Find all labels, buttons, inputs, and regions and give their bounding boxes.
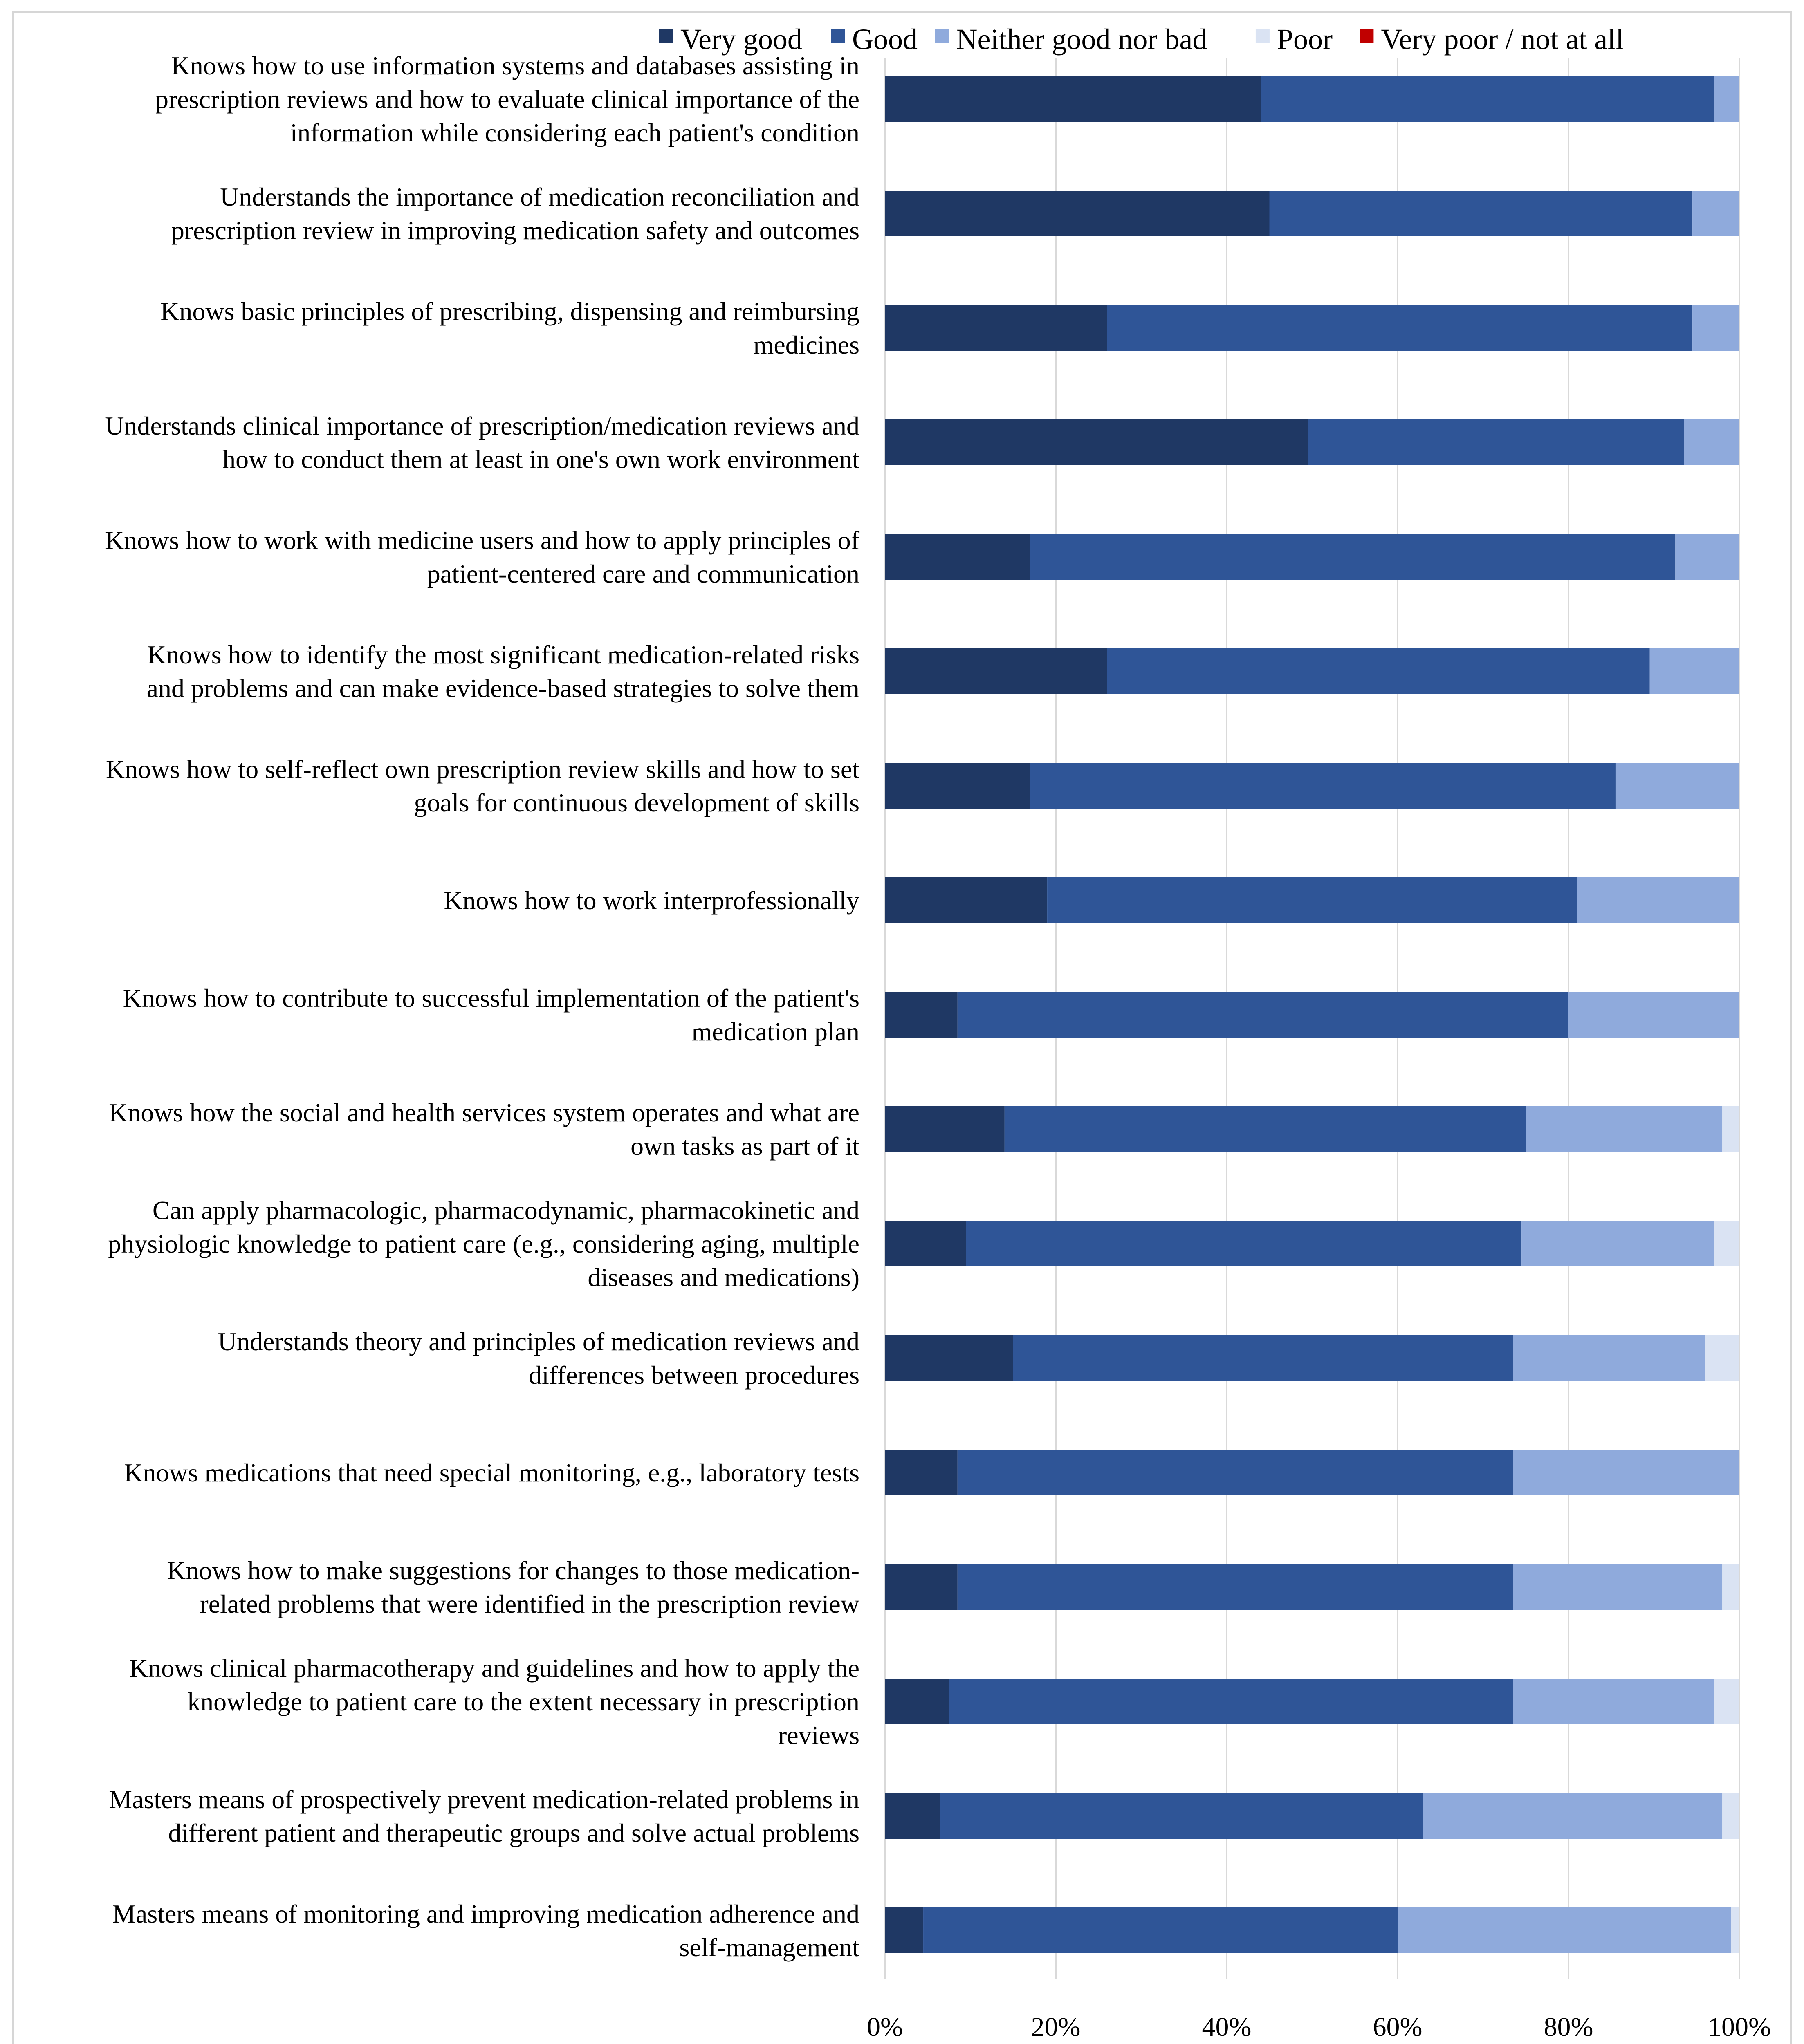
category-label-line: physiologic knowledge to patient care (e.g., considering aging, multiple — [108, 1229, 859, 1258]
category-label-line: diseases and medications) — [588, 1263, 859, 1292]
category-label-line: Knows medications that need special monitoring, e.g., laboratory tests — [124, 1458, 859, 1487]
legend-swatch-very-poor-not-at-all — [1360, 29, 1373, 43]
bar-segment-neither-good-nor-bad — [1684, 419, 1739, 465]
bar-segment-neither-good-nor-bad — [1513, 1335, 1705, 1381]
category-label-line: Knows how to make suggestions for changes to those medication- — [167, 1556, 859, 1585]
legend-label-neither-good-nor-bad: Neither good nor bad — [956, 23, 1207, 56]
legend-label-good: Good — [852, 23, 918, 56]
category-label-line: Knows how to work with medicine users and how to apply principles of — [105, 526, 859, 555]
x-tick-label: 40% — [1202, 2012, 1252, 2042]
bar-segment-very-good — [885, 419, 1308, 465]
bar-segment-very-good — [885, 992, 958, 1038]
bar-segment-neither-good-nor-bad — [1423, 1793, 1723, 1839]
bar-segment-good — [1261, 76, 1714, 122]
bar-segment-neither-good-nor-bad — [1398, 1907, 1731, 1953]
x-tick-labels — [867, 2012, 1771, 2042]
category-label-line: Knows how to contribute to successful implementation of the patient's — [123, 984, 859, 1013]
category-label-line: Knows clinical pharmacotherapy and guidelines and how to apply the — [129, 1654, 859, 1683]
category-label — [167, 1556, 859, 1618]
category-label-line: differences between procedures — [528, 1360, 859, 1390]
bar-segment-good — [1107, 648, 1649, 694]
bars — [885, 76, 1739, 1953]
bar-segment-very-good — [885, 1221, 966, 1266]
bar-segment-very-good — [885, 534, 1030, 580]
x-tick-label: 100% — [1708, 2012, 1771, 2042]
bar-segment-neither-good-nor-bad — [1513, 1679, 1714, 1724]
bar-segment-poor — [1731, 1907, 1739, 1953]
x-tick-label: 80% — [1544, 2012, 1593, 2042]
category-label-line: Knows how to use information systems and databases assisting in — [171, 51, 859, 80]
category-label — [124, 1458, 859, 1487]
category-label — [112, 1899, 859, 1962]
bar-segment-very-good — [885, 1679, 949, 1724]
legend — [659, 23, 1624, 56]
category-label-line: and problems and can make evidence-based strategies to solve them — [146, 674, 859, 703]
bar-segment-very-good — [885, 877, 1047, 923]
bar-segment-very-good — [885, 305, 1107, 351]
bar-segment-very-good — [885, 1793, 940, 1839]
bar-segment-poor — [1705, 1335, 1739, 1381]
stacked-bar-chart — [14, 13, 1793, 2044]
bar-segment-neither-good-nor-bad — [1568, 992, 1739, 1038]
bar-segment-good — [1308, 419, 1684, 465]
category-label — [171, 182, 859, 245]
bar-segment-good — [1030, 534, 1675, 580]
category-label-line: prescription reviews and how to evaluate clinical importance of the — [155, 85, 859, 114]
category-label-line: own tasks as part of it — [631, 1132, 859, 1161]
legend-label-very-poor-not-at-all: Very poor / not at all — [1381, 23, 1624, 56]
category-label — [105, 526, 860, 588]
category-label-line: related problems that were identified in the prescription review — [200, 1589, 859, 1618]
category-label-line: Masters means of prospectively prevent medication-related problems in — [109, 1785, 859, 1814]
category-label-line: Knows how the social and health services system operates and what are — [109, 1098, 859, 1127]
category-label-line: Knows how to work interprofessionally — [444, 886, 859, 915]
bar-segment-good — [1030, 763, 1616, 809]
legend-label-very-good: Very good — [680, 23, 802, 56]
bar-segment-very-good — [885, 648, 1107, 694]
category-label-line: goals for continuous development of skills — [414, 788, 859, 817]
bar-segment-neither-good-nor-bad — [1714, 76, 1739, 122]
bar-segment-good — [1107, 305, 1692, 351]
x-tick-label: 60% — [1373, 2012, 1423, 2042]
bar-segment-poor — [1714, 1221, 1739, 1266]
bar-segment-poor — [1714, 1679, 1739, 1724]
category-label — [218, 1327, 859, 1390]
category-label-line: medicines — [753, 330, 859, 359]
category-label-line: different patient and therapeutic groups and solve actual problems — [168, 1818, 859, 1847]
bar-segment-very-good — [885, 76, 1261, 122]
legend-swatch-good — [831, 29, 845, 43]
bar-segment-very-good — [885, 1907, 923, 1953]
category-label-line: patient-centered care and communication — [427, 559, 859, 588]
legend-swatch-neither-good-nor-bad — [935, 29, 949, 43]
category-label-line: reviews — [778, 1721, 859, 1750]
category-label — [444, 886, 859, 915]
category-label-line: Understands the importance of medication reconciliation and — [220, 182, 859, 211]
bar-segment-good — [958, 992, 1568, 1038]
bar-segment-neither-good-nor-bad — [1692, 305, 1739, 351]
bar-segment-neither-good-nor-bad — [1521, 1221, 1714, 1266]
bar-segment-good — [958, 1564, 1513, 1610]
bar-segment-very-good — [885, 1564, 958, 1610]
x-tick-label: 20% — [1031, 2012, 1081, 2042]
category-label-line: Can apply pharmacologic, pharmacodynamic, pharmacokinetic and — [152, 1196, 859, 1225]
category-label-line: knowledge to patient care to the extent necessary in prescription — [187, 1687, 859, 1716]
bar-segment-good — [1005, 1106, 1526, 1152]
bar-segment-neither-good-nor-bad — [1650, 648, 1739, 694]
bar-segment-neither-good-nor-bad — [1577, 877, 1739, 923]
bar-segment-very-good — [885, 1335, 1013, 1381]
bar-segment-poor — [1722, 1106, 1739, 1152]
category-label-line: information while considering each patient's condition — [290, 118, 859, 147]
bar-segment-very-good — [885, 763, 1030, 809]
category-label — [108, 1196, 859, 1292]
category-label-line: medication plan — [691, 1017, 859, 1046]
category-label-line: Knows how to self-reflect own prescription review skills and how to set — [105, 755, 859, 784]
x-tick-label: 0% — [867, 2012, 903, 2042]
category-label-line: how to conduct them at least in one's own work environment — [222, 445, 859, 474]
bar-segment-good — [923, 1907, 1398, 1953]
bar-segment-neither-good-nor-bad — [1692, 191, 1739, 236]
legend-swatch-very-good — [659, 29, 673, 43]
bar-segment-good — [949, 1679, 1513, 1724]
category-label — [160, 297, 859, 359]
category-label — [155, 51, 859, 147]
bar-segment-good — [966, 1221, 1522, 1266]
category-labels — [105, 51, 860, 1962]
category-label — [106, 755, 859, 817]
category-label-line: Understands theory and principles of medication reviews and — [218, 1327, 859, 1356]
bar-segment-poor — [1722, 1564, 1739, 1610]
bar-segment-neither-good-nor-bad — [1675, 534, 1739, 580]
category-label-line: Knows how to identify the most significant medication-related risks — [147, 640, 859, 669]
category-label — [129, 1654, 859, 1750]
category-label — [105, 411, 859, 474]
category-label — [109, 1098, 859, 1161]
bar-segment-good — [958, 1450, 1513, 1495]
category-label-line: prescription review in improving medication safety and outcomes — [171, 216, 859, 245]
bar-segment-good — [1013, 1335, 1513, 1381]
category-label-line: Understands clinical importance of prescription/medication reviews and — [105, 411, 859, 440]
category-label-line: self-management — [679, 1933, 859, 1962]
category-label — [123, 984, 859, 1046]
bar-segment-neither-good-nor-bad — [1526, 1106, 1723, 1152]
legend-swatch-poor — [1256, 29, 1270, 43]
category-label-line: Masters means of monitoring and improving medication adherence and — [112, 1899, 859, 1928]
bar-segment-neither-good-nor-bad — [1513, 1450, 1739, 1495]
bar-segment-good — [1270, 191, 1693, 236]
bar-segment-good — [1047, 877, 1577, 923]
category-label-line: Knows basic principles of prescribing, dispensing and reimbursing — [160, 297, 859, 326]
legend-label-poor: Poor — [1277, 23, 1333, 56]
bar-segment-very-good — [885, 1106, 1005, 1152]
bar-segment-good — [940, 1793, 1423, 1839]
bar-segment-poor — [1722, 1793, 1739, 1839]
bar-segment-neither-good-nor-bad — [1616, 763, 1739, 809]
bar-segment-neither-good-nor-bad — [1513, 1564, 1722, 1610]
bar-segment-very-good — [885, 1450, 958, 1495]
category-label — [109, 1785, 859, 1847]
bar-segment-very-good — [885, 191, 1270, 236]
chart-container — [12, 11, 1792, 2044]
category-label — [147, 640, 859, 703]
